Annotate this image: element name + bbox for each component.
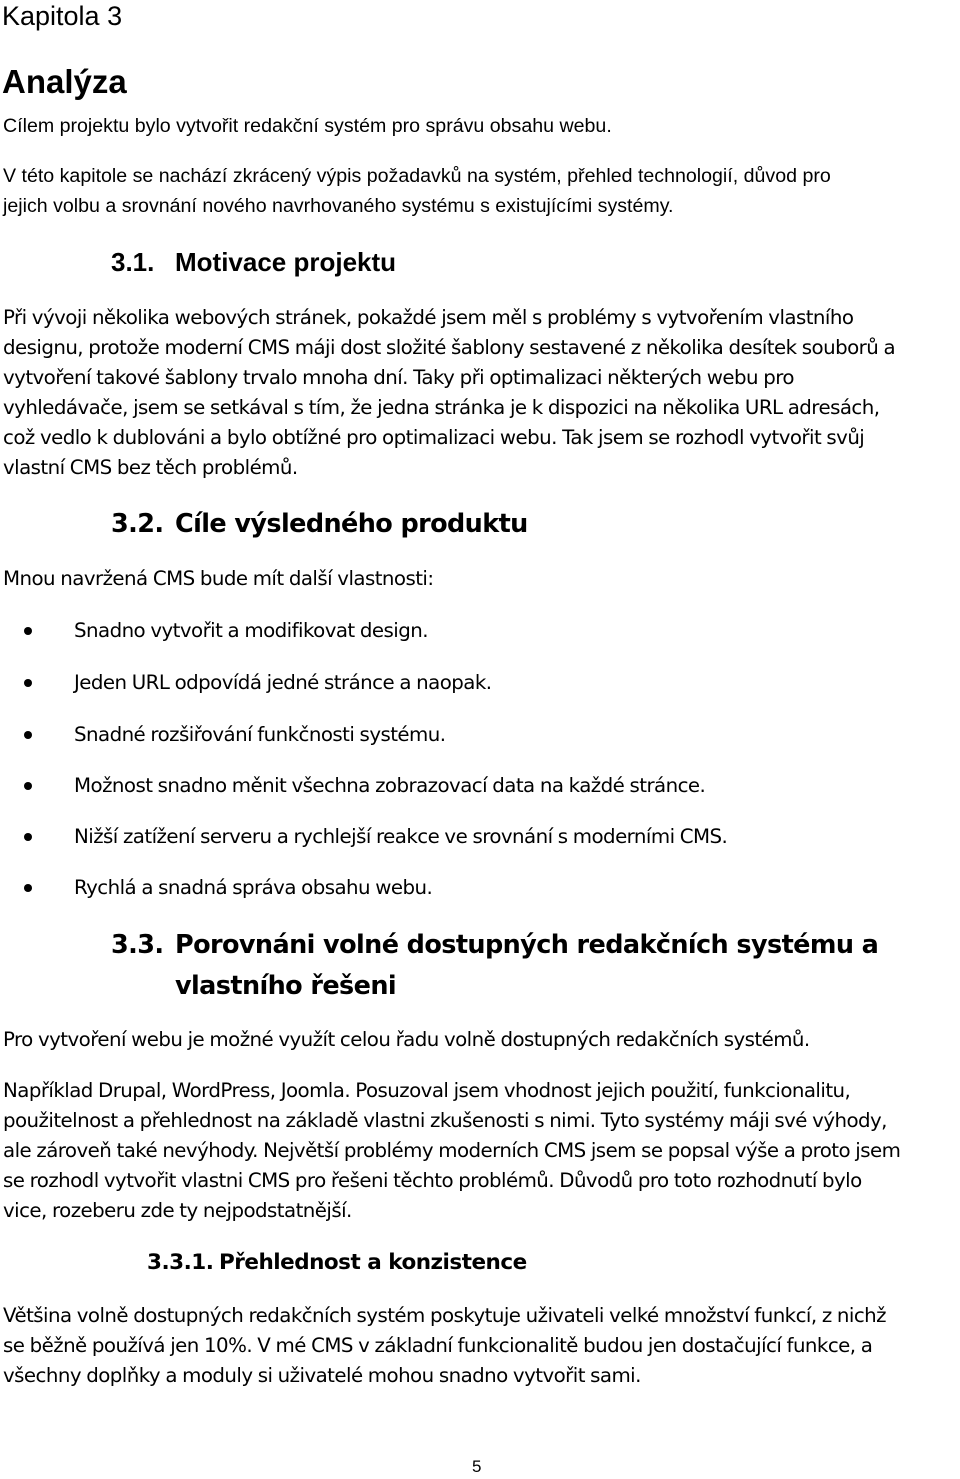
bullet-icon xyxy=(24,884,32,892)
list-item-text: Rychlá a snadná správa obsahu webu. xyxy=(74,876,433,899)
paragraph-line: Většina volně dostupných redakčních systém poskytuje uživateli velké množství funkcí, z nichž xyxy=(3,1304,886,1327)
section-title-continued: vlastního řešeni xyxy=(175,971,397,1001)
section-title: Cíle výsledného produktu xyxy=(175,509,528,539)
bullet-icon xyxy=(24,627,32,635)
section-heading-3-1 xyxy=(0,243,900,281)
intro-line: jejich volbu a srovnání nového navrhovaného systému s existujícími systémy. xyxy=(3,195,674,217)
section-title: Přehlednost a konzistence xyxy=(219,1250,527,1275)
paragraph-line: vice, rozeberu zde ty nejpodstatnější. xyxy=(3,1199,352,1222)
chapter-label: Kapitola 3 xyxy=(2,1,123,31)
section-title: Porovnáni volné dostupných redakčních systému a xyxy=(175,930,879,960)
page-number: 5 xyxy=(472,1457,482,1476)
section-title: Motivace projektu xyxy=(175,247,397,277)
paragraph-line: ale zároveň také nevýhody. Největší problémy moderních CMS jsem se popsal výše a proto jsem xyxy=(3,1139,901,1162)
bullet-icon xyxy=(24,833,32,841)
section-number: 3.3. xyxy=(111,930,164,960)
section-heading-3-2 xyxy=(0,504,900,544)
paragraph-line: vytvoření takové šablony trvalo mnoha dní. Taky při optimalizaci některých webu pro xyxy=(3,366,794,389)
bullet-icon xyxy=(24,679,32,687)
intro-line: Cílem projektu bylo vytvořit redakční systém pro správu obsahu webu. xyxy=(3,115,612,137)
list-item-text: Snadno vytvořit a modifikovat design. xyxy=(74,619,428,642)
paragraph-line: Při vývoji několika webových stránek, pokaždé jsem měl s problémy s vytvořením vlastního xyxy=(3,306,854,329)
subsection-heading-3-3-1 xyxy=(0,1247,900,1279)
section-number: 3.3.1. xyxy=(147,1250,214,1275)
chapter-title: Analýza xyxy=(2,63,127,100)
section-number: 3.2. xyxy=(111,509,164,539)
list-item-text: Možnost snadno měnit všechna zobrazovací data na každé stránce. xyxy=(74,774,706,797)
paragraph-line: použitelnost a přehlednost na základě vlastni zkušenosti s nimi. Tyto systémy máji své výhody, xyxy=(3,1109,887,1132)
paragraph-line: se rozhodl vytvořit vlastni CMS pro řešeni těchto problémů. Důvodů pro toto rozhodnutí bylo xyxy=(3,1169,862,1192)
paragraph-line: vlastní CMS bez těch problémů. xyxy=(3,456,298,479)
paragraph-line: se běžně používá jen 10%. V mé CMS v základní funkcionalitě budou jen dostačující funkce, a xyxy=(3,1334,873,1357)
bullet-icon xyxy=(24,731,32,739)
paragraph-line: designu, protože moderní CMS máji dost složité šablony sestavené z několika desítek souborů a xyxy=(3,336,896,359)
list-item-text: Jeden URL odpovídá jedné stránce a naopak. xyxy=(74,671,492,694)
paragraph-line: všechny doplňky a moduly si uživatelé mohou snadno vytvořit sami. xyxy=(3,1364,641,1387)
bullet-icon xyxy=(24,782,32,790)
section-number: 3.1. xyxy=(111,247,155,277)
list-item-text: Nižší zatížení serveru a rychlejší reakce ve srovnání s moderními CMS. xyxy=(74,825,728,848)
section-heading-3-3 xyxy=(0,925,900,965)
paragraph-line: což vedlo k dublováni a bylo obtížné pro optimalizaci webu. Tak jsem se rozhodl vytvořit svůj xyxy=(3,426,865,449)
list-intro: Mnou navržená CMS bude mít další vlastnosti: xyxy=(3,567,434,590)
paragraph-line: vyhledávače, jsem se setkával s tím, že jedna stránka je k dispozici na několika URL adresách, xyxy=(3,396,880,419)
paragraph-line: Například Drupal, WordPress, Joomla. Posuzoval jsem vhodnost jejich použití, funkcionalitu, xyxy=(3,1079,851,1102)
intro-line: V této kapitole se nachází zkrácený výpis požadavků na systém, přehled technologií, důvod pro xyxy=(3,165,831,187)
list-item-text: Snadné rozšiřování funkčnosti systému. xyxy=(74,723,446,746)
paragraph-line: Pro vytvoření webu je možné využít celou řadu volně dostupných redakčních systémů. xyxy=(3,1028,810,1051)
